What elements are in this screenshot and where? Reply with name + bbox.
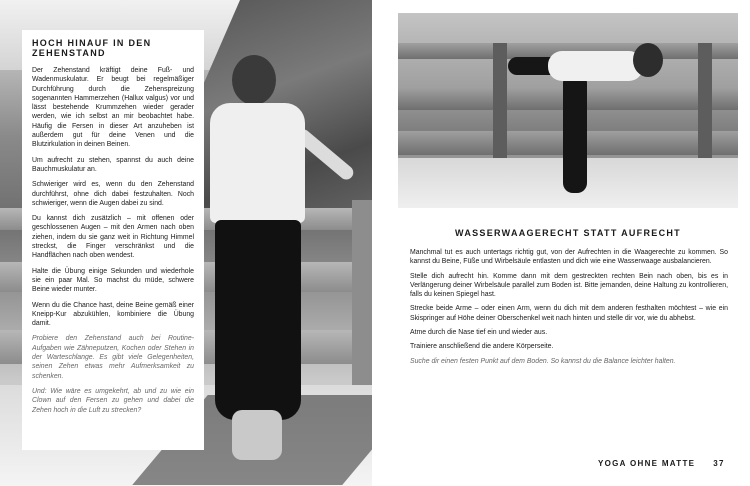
page-number: 37 (713, 459, 725, 468)
right-paragraph: Manchmal tut es auch untertags richtig gut, von der Aufrechten in die Waagerechte zu kommen. So kannst du Beine, Füße und Wirbelsäule entlasten und dich wie eine Wasserwaage ausbalancieren. (410, 249, 728, 266)
left-section-title: HOCH HINAUF IN DEN ZEHENSTAND (32, 38, 152, 58)
photo-post (698, 43, 712, 163)
right-text-body (410, 248, 728, 371)
photo-post (493, 43, 507, 163)
left-paragraph: Halte die Übung einige Sekunden und wiederhole sie ein paar Mal. So machst du müde, schwere Beine wieder munter. (32, 267, 194, 294)
person-torso (548, 51, 643, 81)
left-paragraph: Der Zehenstand kräftigt deine Fuß- und Wadenmuskulatur. Er beugt bei regelmäßiger Durchführung durch die Zehenspreizung sogenannten Hammerzehen (Hallux valgus) vor und lässt bestehende Krummzehen wieder gerader werden, wie ich selbst an mir beobachtet habe. Häufig die Fersen in dieser Art anzuheben ist außerdem gut für deine Venen und die Blutzirkulation in deinen Beinen. (32, 67, 194, 149)
photo-post (352, 200, 372, 400)
right-paragraph: Trainiere anschließend die andere Körperseite. (410, 343, 554, 351)
left-paragraph: Du kannst dich zusätzlich – mit offenen oder geschlossenen Augen – mit den Armen nach oben ziehen, indem du sie ganz weit in Richtung Himmel streckst, die Finger verschränkst und die Handflächen nach oben wendest. (32, 215, 194, 260)
photo-balance-pose (398, 13, 738, 208)
person-head (633, 43, 663, 77)
right-paragraph: Stelle dich aufrecht hin. Komme dann mit dem gestreckten rechten Bein nach oben, bis es in Verlängerung deiner Wirbelsäule parallel zum Boden ist. Bitte jemanden, deine Haltung zu kontrollieren, falls du keinen Spiegel hast. (410, 272, 728, 299)
right-paragraph: Strecke beide Arme – oder einen Arm, wenn du dich mit dem anderen festhalten möchtest – wie ein Skispringer auf Höhe deiner Oberschenkel weit nach hinten und stelle dir vor, wie du abhebst. (410, 305, 728, 322)
page-footer (598, 459, 725, 468)
person-standing-leg (563, 73, 587, 193)
left-tip: Und: Wie wäre es umgekehrt, ab und zu wie ein Clown auf den Fersen zu gehen und dabei die Zehen hoch in die Luft zu strecken? (32, 387, 194, 414)
left-text-box (22, 30, 204, 450)
person-pants (215, 220, 301, 420)
right-section-title: WASSERWAAGERECHT STATT AUFRECHT (455, 228, 681, 238)
photo-person (210, 55, 305, 465)
book-title: YOGA OHNE MATTE (598, 459, 696, 468)
person-shirt (210, 103, 305, 223)
left-paragraph: Wenn du die Chance hast, deine Beine gemäß einer Kneipp-Kur abzukühlen, kombiniere die Übung damit. (32, 301, 194, 328)
left-paragraph: Um aufrecht zu stehen, spannst du auch deine Bauchmuskulatur an. (32, 156, 194, 173)
person-feet (232, 410, 282, 460)
person-head (232, 55, 276, 105)
right-tip: Suche dir einen festen Punkt auf dem Boden. So kannst du die Balance leichter halten. (410, 357, 676, 365)
right-paragraph: Atme durch die Nase tief ein und wieder aus. (410, 329, 548, 337)
left-tip: Probiere den Zehenstand auch bei Routine-Aufgaben wie Zähneputzen, Kochen oder Stehen in der Warteschlange. Es gibt viele Gelegenheiten, seinen Zehen etwas mehr Aufmerksamkeit zu schenken. (32, 335, 194, 380)
left-paragraph: Schwieriger wird es, wenn du den Zehenstand durchführst, ohne dich dabei festzuhalten. Noch schwieriger, wenn die Augen dabei zu sind. (32, 181, 194, 207)
